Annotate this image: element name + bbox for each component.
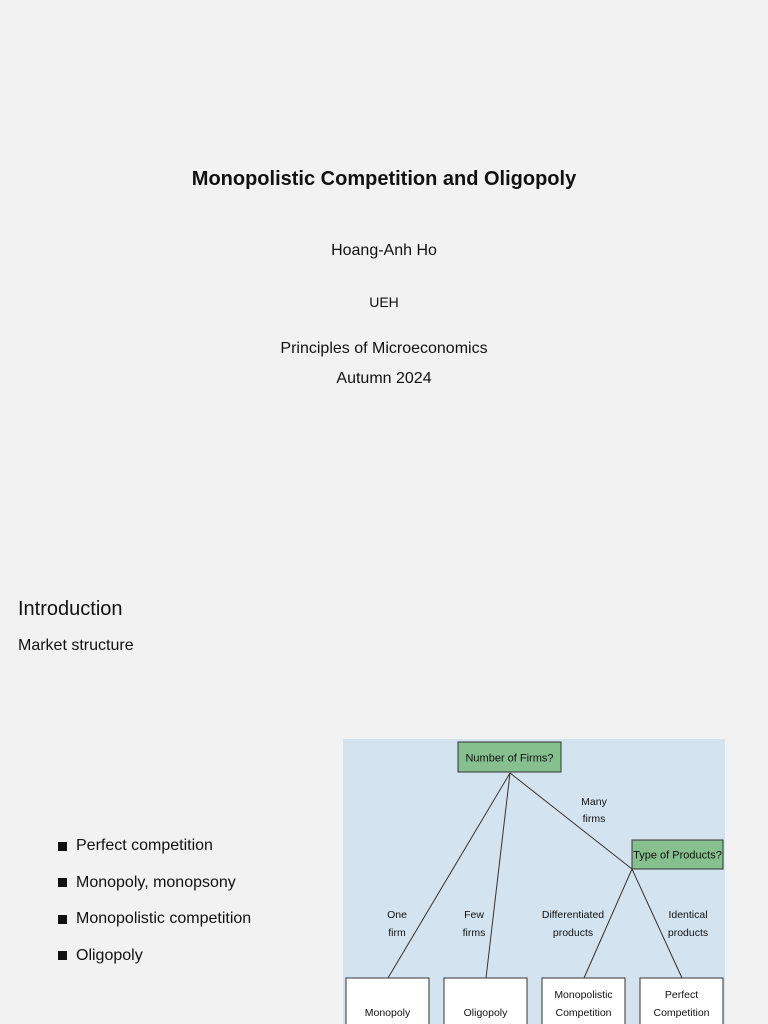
leaf-label-monopolistic: Monopolistic <box>554 989 613 1001</box>
leaf-label-monopoly: Monopoly <box>364 1007 411 1019</box>
edge-label-one: One <box>387 909 407 921</box>
author-name: Hoang-Anh Ho <box>331 242 437 259</box>
presentation-title: Monopolistic Competition and Oligopoly <box>191 168 577 190</box>
institution: UEH <box>369 294 399 310</box>
edge-identical <box>632 869 682 978</box>
leaf-label-perfect-competition: Competition <box>653 1007 710 1019</box>
section-title: Introduction <box>18 598 123 620</box>
bullet-square-icon <box>58 951 67 960</box>
edge-many-firms <box>510 773 632 869</box>
decision-label-number-of-firms: Number of Firms? <box>465 752 554 765</box>
list-item <box>58 938 251 975</box>
bullet-square-icon <box>58 878 67 887</box>
edge-label-identical-products: products <box>667 927 709 939</box>
edge-few-firms <box>486 773 510 978</box>
list-item <box>58 865 251 902</box>
bullet-square-icon <box>58 915 67 924</box>
decision-label-type-of-products: Type of Products? <box>633 849 722 862</box>
slide-subtitle: Market structure <box>18 637 134 654</box>
edge-label-differentiated-products: products <box>552 927 594 939</box>
bullet-text: Oligopoly <box>76 946 143 964</box>
edge-differentiated <box>584 869 632 978</box>
term: Autumn 2024 <box>336 370 432 387</box>
bullet-text: Perfect competition <box>76 837 213 855</box>
leaf-label-perfect: Perfect <box>664 989 699 1001</box>
edge-label-identical: Identical <box>668 909 708 921</box>
edge-label-many: Many <box>581 796 607 808</box>
leaf-label-oligopoly: Oligopoly <box>463 1007 508 1019</box>
bullet-text: Monopoly, monopsony <box>76 873 236 891</box>
bullet-text: Monopolistic competition <box>76 910 252 928</box>
list-item <box>58 901 251 938</box>
edge-label-differentiated: Differentiated <box>541 909 605 921</box>
edge-label-one-firm: firm <box>388 927 406 939</box>
bullet-list <box>58 828 251 974</box>
list-item <box>58 828 251 865</box>
edge-one-firm <box>388 773 510 978</box>
edge-label-many-firms: firms <box>582 813 606 825</box>
course-name: Principles of Microeconomics <box>280 340 488 357</box>
bullet-square-icon <box>58 842 67 851</box>
market-structure-diagram <box>343 739 725 1024</box>
edge-label-few-firms: firms <box>462 927 486 939</box>
edge-label-few: Few <box>464 909 484 921</box>
leaf-label-monopolistic-competition: Competition <box>555 1007 612 1019</box>
